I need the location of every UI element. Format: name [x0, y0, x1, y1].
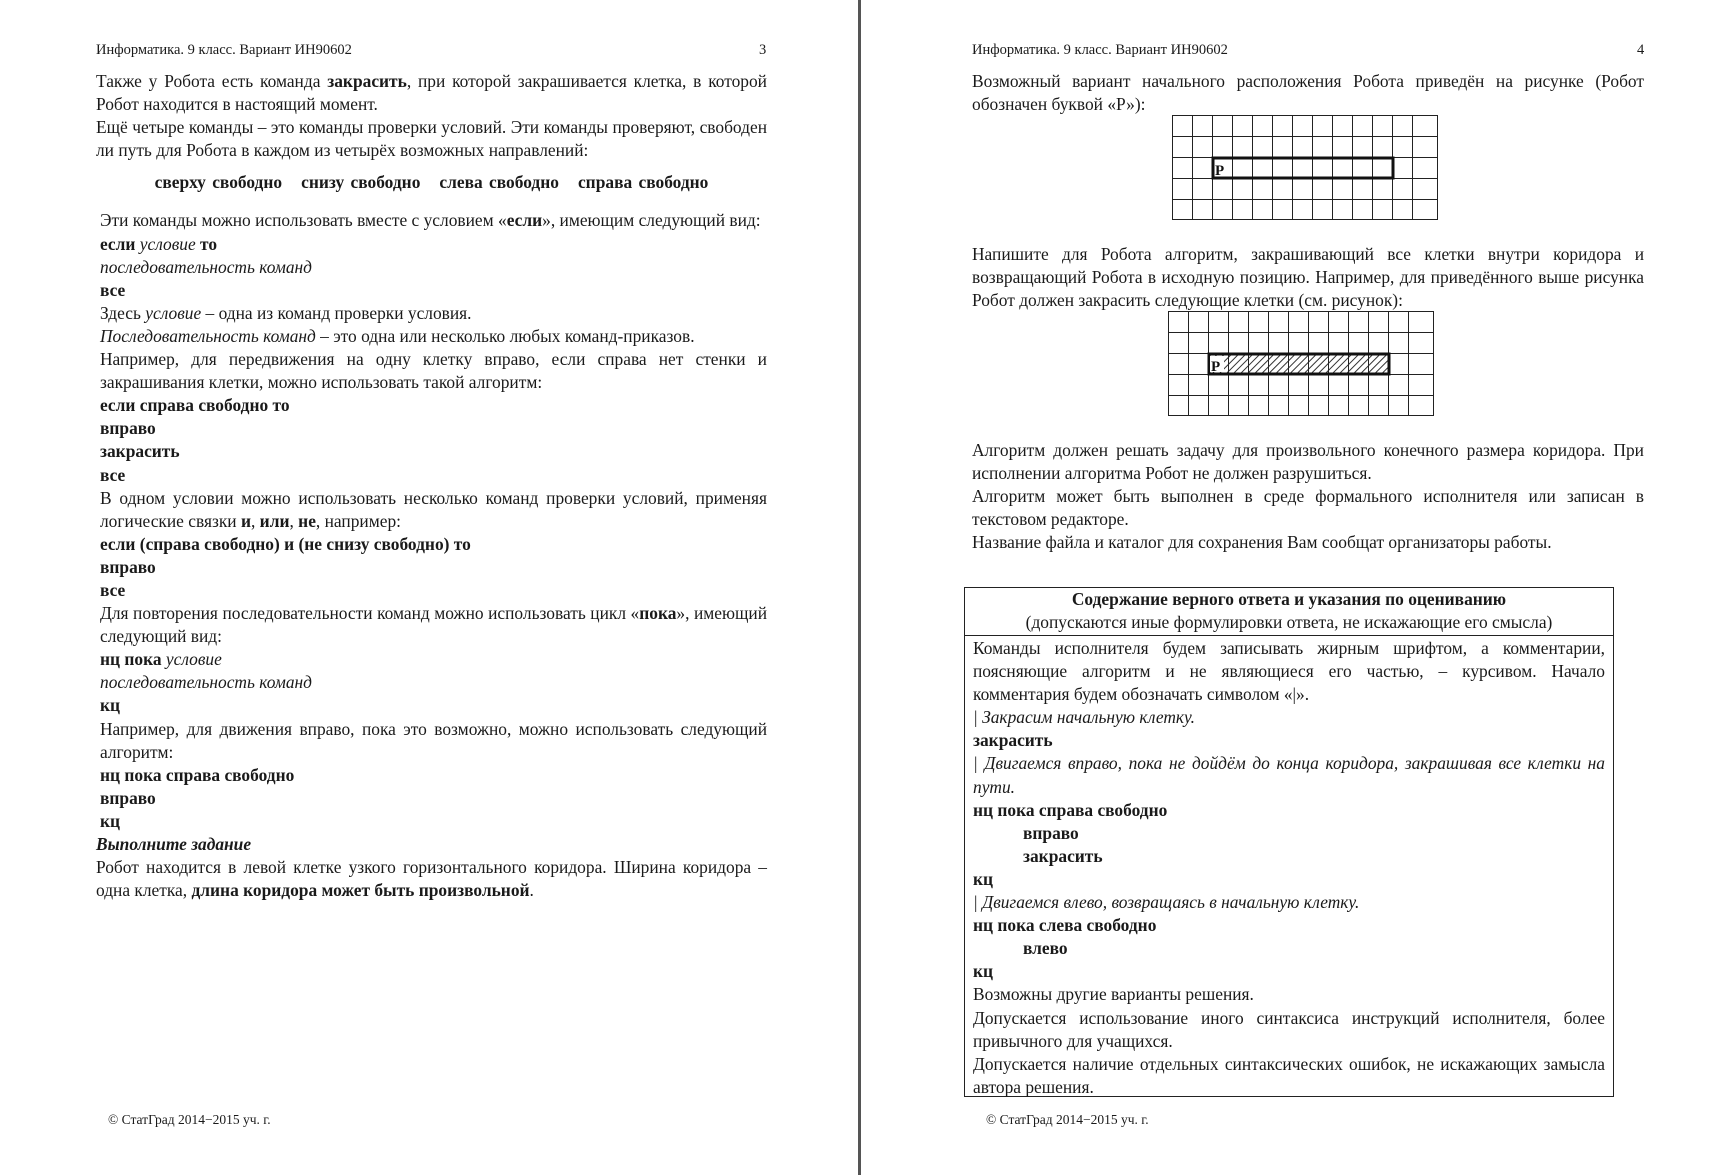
- code-line: последовательность команд: [100, 256, 312, 277]
- code-line: закрасить: [1023, 845, 1103, 866]
- left-page: [0, 0, 858, 1175]
- right-text-3: [972, 439, 1644, 554]
- right-text-1: [972, 70, 1644, 116]
- robot-marker: Р: [1215, 163, 1225, 179]
- code-line: если справа свободно то: [100, 395, 290, 416]
- code-line: вправо: [100, 787, 156, 808]
- paragraph: Последовательность команд – это одна или несколько любых команд-приказов.: [100, 325, 695, 346]
- paragraph: Напишите для Робота алгоритм, закрашивающий все клетки внутри коридора и возвращающий Робота в исходную позицию. Например, для приведённого выше рисунка Робот должен закрасить следующие клетки (см. рисунок):: [972, 244, 1644, 311]
- code-line: все: [100, 279, 126, 300]
- paragraph: Ещё четыре команды – это команды проверки условий. Эти команды проверяют, свободен ли путь для Робота в каждом из четырёх возможных направлений:: [96, 117, 767, 161]
- paragraph: Алгоритм может быть выполнен в среде формального исполнителя или записан в текстовом редакторе.: [972, 486, 1644, 530]
- code-line: кц: [100, 695, 121, 716]
- comment-line: | Двигаемся влево, возвращаясь в начальную клетку.: [973, 892, 1360, 913]
- paragraph: Например, для движения вправо, пока это возможно, можно использовать следующий алгоритм:: [100, 718, 767, 762]
- code-line: закрасить: [973, 730, 1053, 751]
- code-line: кц: [100, 810, 121, 831]
- left-body-text: [96, 70, 767, 902]
- code-line: нц пока справа свободно: [100, 764, 295, 785]
- code-line: закрасить: [100, 441, 180, 462]
- corridor-grid-painted: [1168, 311, 1438, 417]
- conditions-list: сверху свободно снизу свободно слева свободно справа свободно: [154, 172, 709, 193]
- paragraph: Алгоритм должен решать задачу для произвольного конечного размера коридора. При исполнении алгоритма Робот не должен разрушиться.: [972, 440, 1644, 484]
- paragraph: Например, для передвижения на одну клетку вправо, если справа нет стенки и закрашивания клетки, можно использовать такой алгоритм:: [100, 349, 767, 393]
- code-line: нц пока условие: [100, 649, 222, 670]
- paragraph: Эти команды можно использовать вместе с условием «если», имеющим следующий вид:: [100, 210, 761, 231]
- answer-box: [964, 587, 1614, 1097]
- page-footer: © СтатГрад 2014−2015 уч. г.: [986, 1112, 1149, 1127]
- code-line: нц пока слева свободно: [973, 915, 1157, 936]
- code-line: кц: [973, 868, 994, 889]
- code-line: вправо: [1023, 822, 1079, 843]
- corridor-grid-initial: [1172, 115, 1442, 221]
- paragraph: Допускается наличие отдельных синтаксических ошибок, не искажающих замысла автора решения.: [973, 1053, 1605, 1097]
- code-line: если условие то: [100, 233, 218, 254]
- answer-box-subtitle: (допускаются иные формулировки ответа, не искажающие его смысла): [965, 611, 1613, 636]
- task-title: Выполните задание: [96, 834, 252, 854]
- comment-line: | Закрасим начальную клетку.: [973, 707, 1196, 728]
- code-line: влево: [1023, 938, 1068, 959]
- code-line: все: [100, 579, 126, 600]
- paragraph: Также у Робота есть команда закрасить, при которой закрашивается клетка, в которой Робот находится в настоящий момент.: [96, 71, 767, 115]
- robot-marker: Р: [1211, 359, 1221, 375]
- paragraph: Возможны другие варианты решения.: [973, 984, 1254, 1005]
- page-number: 3: [759, 42, 767, 58]
- paragraph: Робот находится в левой клетке узкого горизонтального коридора. Ширина коридора – одна клетка, длина коридора может быть произвольной.: [96, 857, 767, 901]
- answer-box-title: Содержание верного ответа и указания по оцениванию: [1071, 589, 1507, 609]
- paragraph: Название файла и каталог для сохранения Вам сообщат организаторы работы.: [972, 532, 1552, 553]
- paragraph: Допускается использование иного синтаксиса инструкций исполнителя, более привычного для учащихся.: [973, 1007, 1605, 1051]
- page-number: 4: [1637, 42, 1645, 58]
- comment-line: | Двигаемся вправо, пока не дойдём до конца коридора, закрашивая все клетки на пути.: [973, 753, 1605, 797]
- page-header: Информатика. 9 класс. Вариант ИН90602: [972, 42, 1228, 58]
- code-line: нц пока справа свободно: [973, 799, 1168, 820]
- code-line: все: [100, 464, 126, 485]
- code-line: вправо: [100, 556, 156, 577]
- paragraph: Команды исполнителя будем записывать жирным шрифтом, а комментарии, поясняющие алгоритм и не являющиеся его частью, – курсивом. Начало комментария будем обозначать символом «|».: [973, 638, 1605, 705]
- code-line: если (справа свободно) и (не снизу свободно) то: [100, 533, 471, 554]
- code-line: вправо: [100, 418, 156, 439]
- paragraph: Здесь условие – одна из команд проверки условия.: [100, 302, 472, 323]
- paragraph: Возможный вариант начального расположения Робота приведён на рисунке (Робот обозначен буквой «Р»):: [972, 71, 1644, 115]
- code-line: кц: [973, 961, 994, 982]
- right-text-2: [972, 243, 1644, 312]
- code-line: последовательность команд: [100, 672, 312, 693]
- paragraph: В одном условии можно использовать несколько команд проверки условий, применяя логические связки и, или, не, например:: [100, 487, 767, 531]
- page-footer: © СтатГрад 2014−2015 уч. г.: [108, 1112, 271, 1127]
- page-header: Информатика. 9 класс. Вариант ИН90602: [96, 42, 352, 58]
- page-divider: [858, 0, 861, 1175]
- paragraph: Для повторения последовательности команд можно использовать цикл «пока», имеющий следующий вид:: [100, 603, 767, 647]
